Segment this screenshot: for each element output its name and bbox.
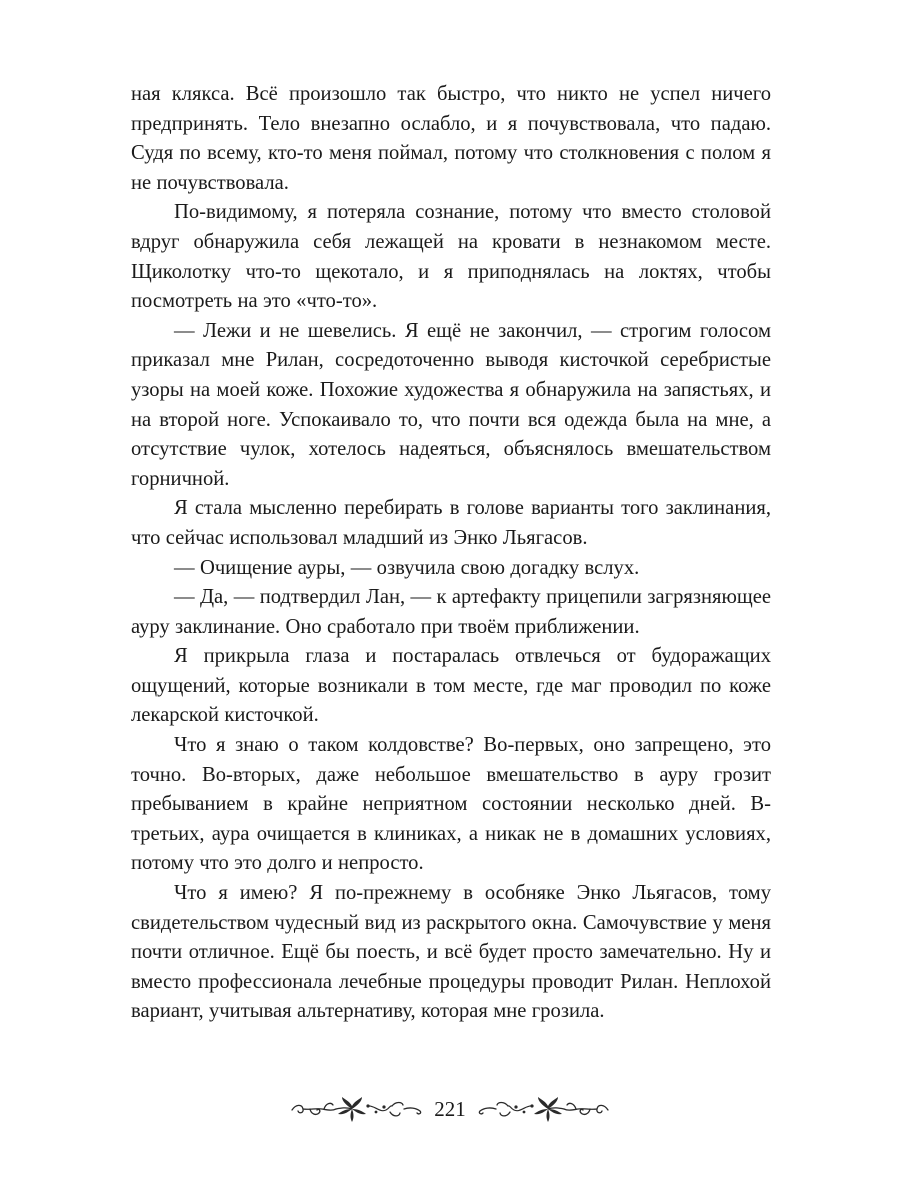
page-body	[131, 80, 771, 1027]
paragraph-2: По-видимому, я потеряла сознание, потому что вместо столовой вдруг обнаружила себя лежащей на кровати в незнакомом месте. Щиколотку что-то щекотало, и я приподнялась на локтях, чтобы посмотреть на это «что-то».	[131, 201, 771, 313]
paragraph-4: Я стала мысленно перебирать в голове варианты того заклинания, что сейчас использовал младший из Энко Льягасов.	[131, 497, 771, 549]
page-number: 221	[434, 1097, 466, 1121]
page-footer	[0, 1089, 900, 1129]
paragraph-7: Я прикрыла глаза и постаралась отвлечься от будоражащих ощущений, которые возникали в том месте, где маг проводил по коже лекарской кисточкой.	[131, 645, 771, 727]
paragraph-3: — Лежи и не шевелись. Я ещё не закончил, — строгим голосом приказал мне Рилан, сосредоточенно выводя кисточкой серебристые узоры на моей коже. Похожие художества я обнаружила на запястьях, и на второй ноге. Успокаивало то, что почти вся одежда была на мне, а отсутствие чулок, хотелось надеяться, объяснялось вмешательством горничной.	[131, 319, 771, 490]
paragraph-5: — Очищение ауры, — озвучила свою догадку вслух.	[174, 556, 640, 579]
paragraph-9: Что я имею? Я по-прежнему в особняке Энко Льягасов, тому свидетельством чудесный вид из раскрытого окна. Самочувствие у меня почти отличное. Ещё бы поесть, и всё будет просто замечательно. Ну и вместо профессионала лечебные процедуры проводит Рилан. Неплохой вариант, учитывая альтернативу, которая мне грозила.	[131, 882, 771, 1023]
floral-flourish-icon	[474, 1091, 614, 1127]
paragraph-1: ная клякса. Всё произошло так быстро, что никто не успел ничего предпринять. Тело внезапно ослабло, и я почувствовала, что падаю. Судя по всему, кто-то меня поймал, потому что столкновения с полом я не почувствовала.	[131, 83, 771, 194]
paragraph-6: — Да, — подтвердил Лан, — к артефакту прицепили загрязняющее ауру заклинание. Оно сработало при твоём приближении.	[131, 586, 771, 638]
paragraph-8: Что я знаю о таком колдовстве? Во-первых, оно запрещено, это точно. Во-вторых, даже небольшое вмешательство в ауру грозит пребыванием в крайне неприятном состоянии несколько дней. В-третьих, аура очищается в клиниках, а никак не в домашних условиях, потому что это долго и непросто.	[131, 734, 771, 875]
floral-flourish-icon	[286, 1091, 426, 1127]
